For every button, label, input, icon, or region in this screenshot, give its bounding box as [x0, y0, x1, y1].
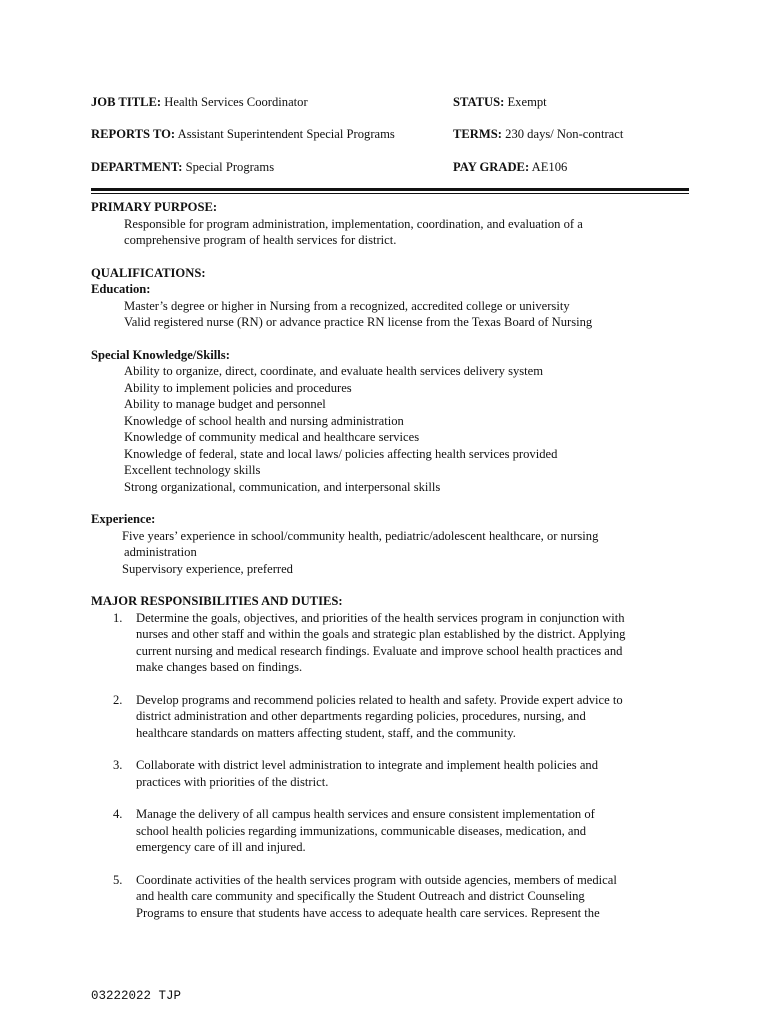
duty-line: Determine the goals, objectives, and priorities of the health services program in conjunction with: [136, 610, 625, 625]
education-item: Valid registered nurse (RN) or advance practice RN license from the Texas Board of Nursing: [124, 315, 593, 329]
duty-line: emergency care of ill and injured.: [136, 840, 306, 854]
duty-line: Programs to ensure that students have access to adequate health care services. Represent the: [136, 905, 600, 920]
reports-to: [91, 126, 395, 143]
duty-line: Coordinate activities of the health services program with outside agencies, members of medical: [136, 872, 617, 887]
duty-item: [91, 806, 691, 856]
skill-item: Knowledge of community medical and healthcare services: [124, 430, 420, 444]
experience-line: Supervisory experience, preferred: [122, 561, 293, 576]
skill-item: Strong organizational, communication, and interpersonal skills: [124, 479, 441, 494]
job-title-value: Health Services Coordinator: [164, 95, 308, 109]
reports-to-label: REPORTS TO:: [91, 127, 176, 141]
pay-grade-label: PAY GRADE:: [453, 160, 530, 174]
duty-number: 1.: [113, 610, 123, 625]
skill-item: Ability to organize, direct, coordinate, and evaluate health services delivery system: [124, 364, 544, 378]
skill-item: Knowledge of federal, state and local laws/ policies affecting health services provided: [124, 446, 558, 461]
experience-title: Experience:: [91, 512, 156, 526]
primary-purpose-line: Responsible for program administration, implementation, coordination, and evaluation of a: [124, 216, 583, 231]
spacer: [91, 331, 691, 347]
header-divider-thin: [91, 193, 689, 194]
status: [453, 94, 547, 111]
duty-item: [91, 692, 691, 742]
duty-number: 5.: [113, 872, 123, 887]
duty-item: [91, 872, 691, 922]
skill-item: Knowledge of school health and nursing administration: [124, 413, 404, 428]
header-divider-thick: [91, 188, 689, 191]
duty-item: [91, 757, 691, 790]
skill-item: Ability to manage budget and personnel: [124, 397, 326, 411]
education-title: Education:: [91, 282, 151, 296]
status-label: STATUS:: [453, 95, 505, 109]
skill-item: Excellent technology skills: [124, 463, 261, 477]
duty-number: 3.: [113, 758, 123, 772]
document-body: [91, 199, 691, 937]
pay-grade: [453, 159, 567, 176]
qualifications-title: QUALIFICATIONS:: [91, 265, 206, 280]
spacer: [91, 495, 691, 511]
duty-line: practices with priorities of the district.: [136, 774, 329, 789]
terms-label: TERMS:: [453, 127, 502, 141]
duty-line: Develop programs and recommend policies related to health and safety. Provide expert advice to: [136, 692, 623, 707]
terms: [453, 126, 623, 143]
skills-title: Special Knowledge/Skills:: [91, 347, 230, 362]
duty-item: [91, 610, 691, 676]
terms-value: 230 days/ Non-contract: [505, 127, 624, 141]
education-item: Master’s degree or higher in Nursing from a recognized, accredited college or university: [124, 298, 570, 313]
duty-line: and health care community and specifically the Student Outreach and district Counseling: [136, 889, 585, 903]
duty-line: nurses and other staff and within the goals and strategic plan established by the district. Applying: [136, 627, 626, 641]
duty-number: 4.: [113, 807, 123, 821]
pay-grade-value: AE106: [531, 160, 568, 174]
primary-purpose-title: PRIMARY PURPOSE:: [91, 200, 218, 214]
department-value: Special Programs: [185, 160, 275, 174]
duty-line: Manage the delivery of all campus health services and ensure consistent implementation of: [136, 807, 595, 821]
duty-line: current nursing and medical research findings. Evaluate and improve school health practices and: [136, 643, 623, 658]
department: [91, 159, 274, 176]
duties-title: MAJOR RESPONSIBILITIES AND DUTIES:: [91, 594, 343, 608]
duty-number: 2.: [113, 692, 123, 707]
job-title-label: JOB TITLE:: [91, 95, 162, 109]
skill-item: Ability to implement policies and procedures: [124, 380, 352, 395]
reports-to-value: Assistant Superintendent Special Programs: [177, 127, 395, 141]
spacer: [91, 577, 691, 593]
spacer: [91, 249, 691, 265]
duty-line: district administration and other departments regarding policies, procedures, nursing, and: [136, 709, 586, 723]
department-label: DEPARTMENT:: [91, 160, 183, 174]
experience-line: administration: [124, 545, 197, 559]
experience-line: Five years’ experience in school/community health, pediatric/adolescent healthcare, or nursing: [122, 528, 599, 543]
duty-line: school health policies regarding immunizations, communicable diseases, medication, and: [136, 823, 587, 838]
duty-line: Collaborate with district level administration to integrate and implement health policies and: [136, 758, 598, 772]
job-title: [91, 94, 308, 111]
duty-line: make changes based on findings.: [136, 660, 303, 674]
duty-line: healthcare standards on matters affecting student, staff, and the community.: [136, 725, 516, 740]
footer-code: 03222022 TJP: [91, 989, 182, 1003]
status-value: Exempt: [507, 95, 547, 109]
primary-purpose-line: comprehensive program of health services for district.: [124, 233, 397, 247]
